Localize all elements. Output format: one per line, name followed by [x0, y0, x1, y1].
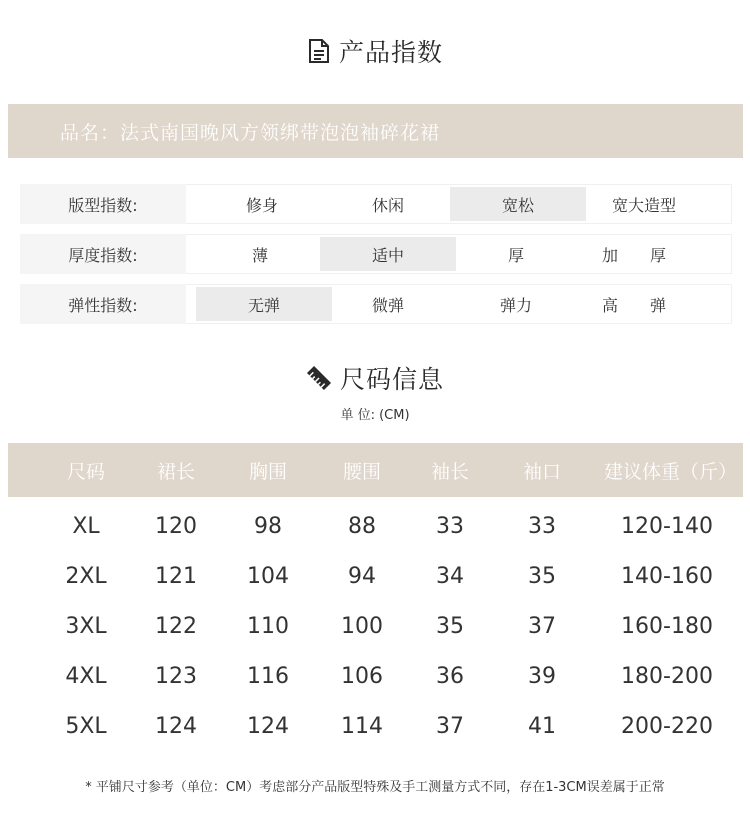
header-size: 尺码	[66, 460, 105, 483]
thickness-option-thick: 厚	[507, 245, 524, 265]
header-dress-length: 裙长	[156, 460, 195, 483]
measurement-footnote: * 平铺尺寸参考（单位：CM）考虑部分产品版型特殊及手工测量方式不同，存在1-3CM误差属于正常	[85, 780, 665, 795]
table-cell: 37	[528, 613, 556, 639]
table-cell: 106	[341, 663, 383, 689]
elasticity-option-high: 高 弹	[601, 295, 666, 315]
table-cell: 37	[436, 713, 464, 739]
thickness-index-options	[186, 234, 732, 274]
table-cell: 34	[436, 563, 464, 589]
fit-option-oversized: 宽大造型	[611, 195, 676, 215]
table-cell: 120-140	[621, 513, 713, 539]
thickness-option-extra-thick: 加 厚	[601, 245, 666, 265]
table-cell: XL	[72, 513, 100, 539]
table-row	[8, 506, 743, 546]
thickness-index-row	[20, 234, 732, 274]
product-name: 品名：法式南国晚风方领绑带泡泡袖碎花裙	[60, 121, 441, 144]
thickness-option-medium-selected: 适中	[320, 237, 456, 271]
table-cell: 2XL	[65, 563, 107, 589]
table-cell: 41	[528, 713, 556, 739]
table-cell: 35	[436, 613, 464, 639]
table-cell: 33	[436, 513, 464, 539]
table-cell: 122	[155, 613, 197, 639]
header-suggested-weight: 建议体重（斤）	[603, 460, 737, 483]
table-cell: 35	[528, 563, 556, 589]
size-table-header	[8, 443, 743, 497]
fit-option-loose-selected: 宽松	[450, 187, 586, 221]
table-cell: 160-180	[621, 613, 713, 639]
table-cell: 88	[348, 513, 376, 539]
table-cell: 121	[155, 563, 197, 589]
thickness-option-thin: 薄	[251, 245, 268, 265]
table-row	[8, 606, 743, 646]
table-cell: 120	[155, 513, 197, 539]
unit-note: 单 位: (CM)	[340, 408, 410, 423]
table-cell: 124	[247, 713, 289, 739]
document-icon	[307, 38, 331, 64]
table-cell: 5XL	[65, 713, 107, 739]
header-bust: 胸围	[248, 460, 287, 483]
table-cell: 100	[341, 613, 383, 639]
table-cell: 3XL	[65, 613, 107, 639]
table-cell: 33	[528, 513, 556, 539]
table-row	[8, 656, 743, 696]
header-sleeve-length: 袖长	[430, 460, 469, 483]
elasticity-index-options	[186, 284, 732, 324]
size-info-title-text: 尺码信息	[339, 365, 444, 394]
table-cell: 98	[254, 513, 282, 539]
table-cell: 180-200	[621, 663, 713, 689]
fit-index-label: 版型指数:	[20, 184, 186, 224]
table-cell: 140-160	[621, 563, 713, 589]
elasticity-index-row	[20, 284, 732, 324]
size-info-title	[0, 360, 750, 396]
table-row	[8, 706, 743, 746]
fit-option-casual: 休闲	[371, 195, 404, 215]
product-index-title-text: 产品指数	[338, 38, 443, 67]
table-cell: 114	[341, 713, 383, 739]
elasticity-option-none-selected: 无弹	[196, 287, 332, 321]
product-name-bar	[8, 104, 743, 158]
product-index-title	[0, 33, 750, 69]
table-cell: 4XL	[65, 663, 107, 689]
table-cell: 116	[247, 663, 289, 689]
header-waist: 腰围	[342, 460, 381, 483]
table-cell: 94	[348, 563, 376, 589]
ruler-icon	[306, 365, 332, 391]
table-cell: 124	[155, 713, 197, 739]
table-cell: 36	[436, 663, 464, 689]
table-cell: 104	[247, 563, 289, 589]
fit-index-options	[186, 184, 732, 224]
table-cell: 110	[247, 613, 289, 639]
elasticity-option-slight: 微弹	[371, 295, 404, 315]
elasticity-option-stretch: 弹力	[499, 295, 532, 315]
fit-option-slim: 修身	[245, 195, 278, 215]
thickness-index-label: 厚度指数:	[20, 234, 186, 274]
table-cell: 123	[155, 663, 197, 689]
table-cell: 39	[528, 663, 556, 689]
header-cuff: 袖口	[522, 460, 561, 483]
fit-index-row	[20, 184, 732, 224]
table-cell: 200-220	[621, 713, 713, 739]
elasticity-index-label: 弹性指数:	[20, 284, 186, 324]
table-row	[8, 556, 743, 596]
